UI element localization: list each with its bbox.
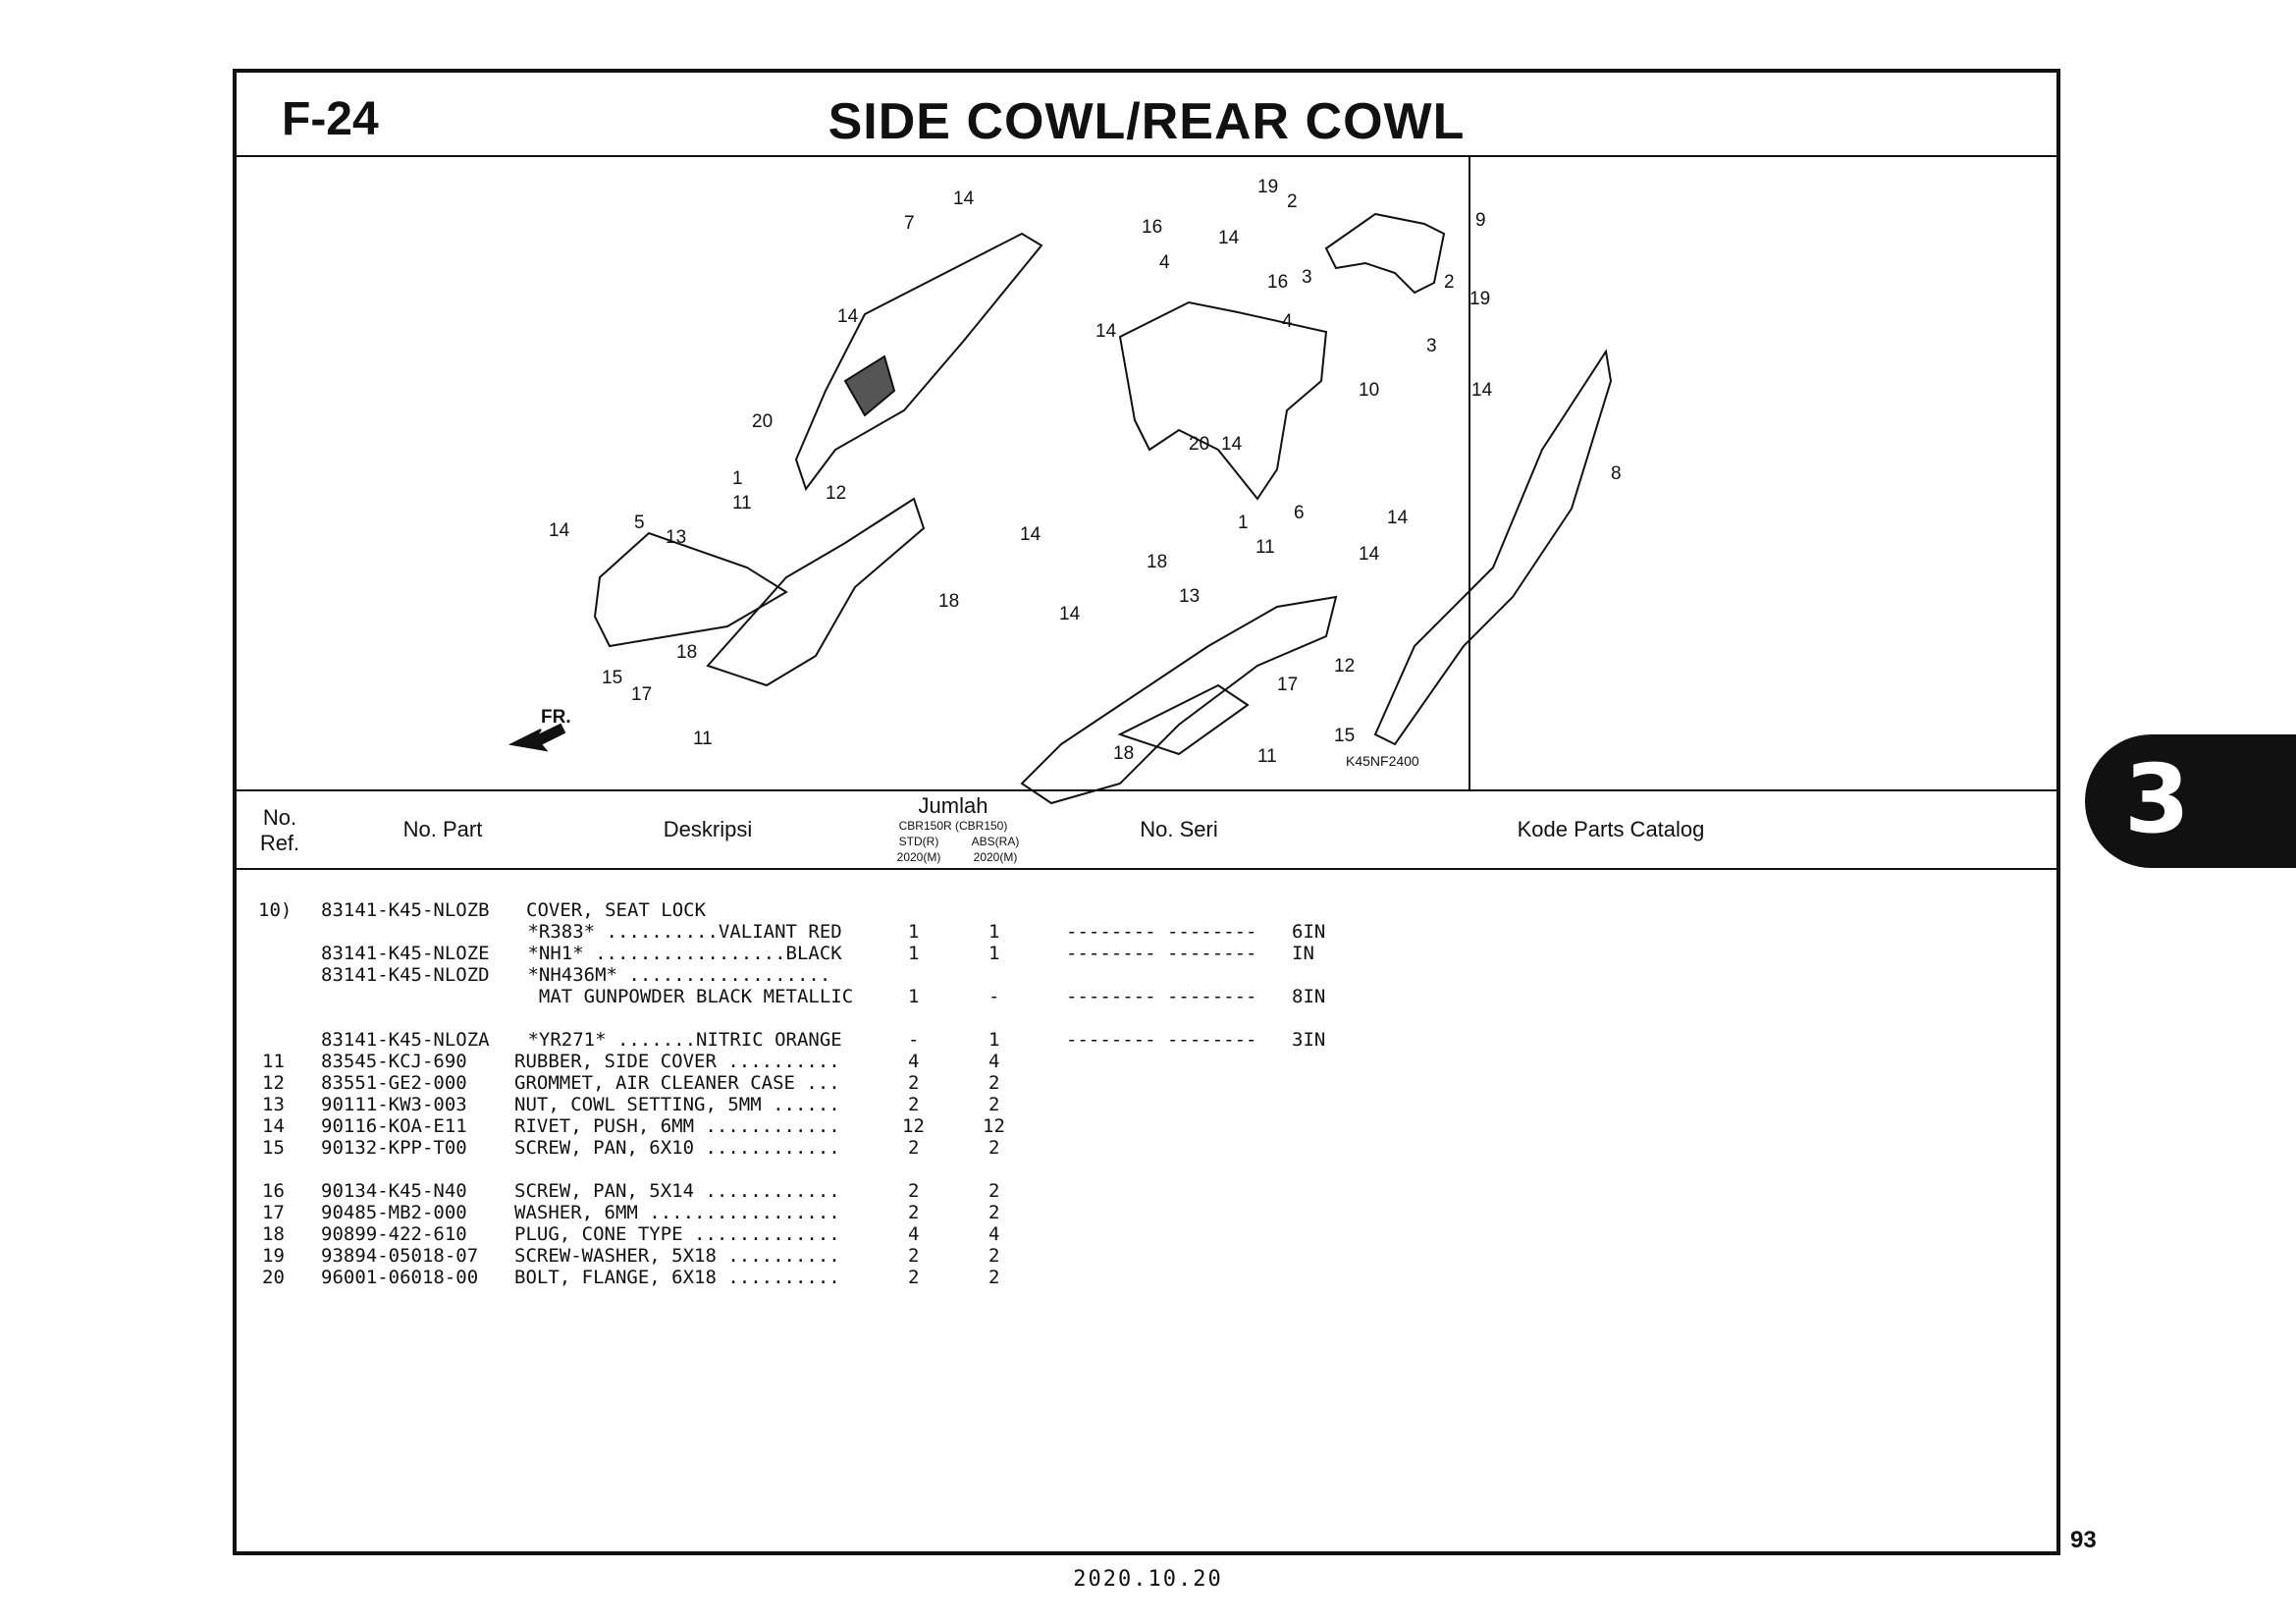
table-row: 10) 83141-K45-NLOZB COVER, SEAT LOCK bbox=[258, 899, 707, 921]
table-row: 16 90134-K45-N40 SCREW, PAN, 5X14 ............ 2 2 bbox=[262, 1180, 1000, 1202]
table-row: 14 90116-KOA-E11 RIVET, PUSH, 6MM ............ 12 12 bbox=[262, 1115, 1005, 1137]
column-headers bbox=[237, 789, 2056, 870]
part-6-shape bbox=[1022, 597, 1336, 803]
col-model: CBR150R (CBR150) bbox=[898, 819, 1008, 833]
callout: 20 bbox=[1189, 434, 1210, 455]
callout: 2 bbox=[1287, 191, 1298, 212]
col-kode: Kode Parts Catalog bbox=[1517, 817, 1705, 841]
table-row: 19 93894-05018-07 SCREW-WASHER, 5X18 .......... 2 2 bbox=[262, 1245, 1000, 1267]
callout: 16 bbox=[1142, 217, 1163, 238]
page-header bbox=[237, 73, 2056, 157]
col-year-abs: 2020(M) bbox=[973, 850, 1018, 864]
callout: 18 bbox=[938, 591, 960, 612]
col-jumlah: Jumlah bbox=[918, 793, 988, 818]
callout: 4 bbox=[1159, 252, 1170, 273]
col-no-ref-1: No. bbox=[262, 805, 297, 830]
section-tab bbox=[2085, 734, 2296, 868]
table-row: 11 83545-KCJ-690 RUBBER, SIDE COVER .......... 4 4 bbox=[262, 1051, 1000, 1072]
callout: 17 bbox=[631, 684, 653, 705]
exploded-diagram bbox=[237, 155, 1622, 789]
front-label: FR. bbox=[541, 707, 571, 728]
table-row: 13 90111-KW3-003 NUT, COWL SETTING, 5MM ...... 2 2 bbox=[262, 1094, 1000, 1115]
diagram-drawing bbox=[237, 155, 1622, 789]
callout: 19 bbox=[1469, 289, 1491, 309]
page-number: 93 bbox=[2070, 1527, 2097, 1553]
table-row: 83141-K45-NLOZE *NH1* .................BLACK 1 1 -------- -------- IN bbox=[321, 943, 1314, 964]
table-row: *R383* ..........VALIANT RED 1 1 -------- -------- 6IN bbox=[516, 921, 1326, 943]
callout: 12 bbox=[1334, 656, 1356, 677]
callout: 14 bbox=[953, 189, 975, 209]
print-date: 2020.10.20 bbox=[1073, 1567, 1223, 1592]
callout: 14 bbox=[1095, 321, 1117, 342]
callout: 14 bbox=[837, 306, 859, 327]
callout: 7 bbox=[904, 213, 915, 234]
part-8-shape bbox=[1375, 352, 1611, 744]
col-no-seri: No. Seri bbox=[1140, 817, 1218, 841]
section-number: 3 bbox=[2124, 744, 2190, 854]
col-no-part: No. Part bbox=[402, 817, 483, 841]
callout: 1 bbox=[732, 468, 743, 489]
table-row: 18 90899-422-610 PLUG, CONE TYPE ............. 4 4 bbox=[262, 1223, 1000, 1245]
table-row: 83141-K45-NLOZA *YR271* .......NITRIC ORANGE - 1 -------- -------- 3IN bbox=[321, 1029, 1326, 1051]
part-7-shape bbox=[796, 234, 1041, 489]
callout: 11 bbox=[1255, 537, 1275, 558]
callout: 12 bbox=[826, 483, 847, 504]
callout: 19 bbox=[1257, 177, 1279, 197]
callout: 11 bbox=[1257, 746, 1277, 767]
catalog-frame bbox=[233, 69, 2060, 1555]
callout: 14 bbox=[1221, 434, 1243, 455]
table-row: 12 83551-GE2-000 GROMMET, AIR CLEANER CASE ... 2 2 bbox=[262, 1072, 1000, 1094]
col-abs: ABS(RA) bbox=[971, 835, 1020, 848]
col-no-ref-2: Ref. bbox=[259, 831, 300, 855]
callout: 11 bbox=[732, 493, 752, 514]
callout-labels bbox=[541, 177, 1622, 769]
callout: 14 bbox=[549, 520, 570, 541]
callout: 14 bbox=[1359, 544, 1380, 565]
callout: 8 bbox=[1611, 463, 1622, 484]
callout: 3 bbox=[1426, 336, 1437, 356]
callout: 18 bbox=[1113, 743, 1135, 764]
part-10-shape bbox=[1120, 302, 1326, 499]
callout: 14 bbox=[1387, 508, 1409, 528]
part-7-vent bbox=[845, 356, 894, 415]
callout: 13 bbox=[666, 527, 687, 548]
figure-code: F-24 bbox=[282, 93, 379, 145]
part-5-shape bbox=[595, 533, 786, 646]
callout: 14 bbox=[1218, 228, 1240, 248]
callout: 18 bbox=[1147, 552, 1168, 572]
col-year-std: 2020(M) bbox=[896, 850, 941, 864]
part-9-shape bbox=[1326, 214, 1444, 293]
front-arrow bbox=[511, 725, 564, 750]
callout: 16 bbox=[1267, 272, 1289, 293]
callout: 11 bbox=[693, 729, 713, 749]
table-row: 15 90132-KPP-T00 SCREW, PAN, 6X10 ............ 2 2 bbox=[262, 1137, 1000, 1159]
callout: 20 bbox=[752, 411, 774, 432]
callout: 17 bbox=[1277, 675, 1299, 695]
callout: 1 bbox=[1238, 513, 1249, 533]
callout: 14 bbox=[1020, 524, 1041, 545]
callout: 14 bbox=[1059, 604, 1081, 624]
table-row: 83141-K45-NLOZD *NH436M* .................. bbox=[321, 964, 831, 986]
table-row: MAT GUNPOWDER BLACK METALLIC 1 - -------- -------- 8IN bbox=[516, 986, 1326, 1007]
callout: 14 bbox=[1471, 380, 1493, 401]
col-std: STD(R) bbox=[898, 835, 939, 848]
callout: 13 bbox=[1179, 586, 1201, 607]
page-title: SIDE COWL/REAR COWL bbox=[828, 93, 1466, 150]
table-row: 20 96001-06018-00 BOLT, FLANGE, 6X18 .......... 2 2 bbox=[262, 1267, 1000, 1288]
callout: 4 bbox=[1282, 311, 1293, 332]
callout: 6 bbox=[1294, 503, 1305, 523]
callout: 15 bbox=[1334, 726, 1356, 746]
callout: 3 bbox=[1302, 267, 1312, 288]
diagram-code: K45NF2400 bbox=[1346, 753, 1419, 769]
callout: 9 bbox=[1475, 210, 1486, 231]
callout: 18 bbox=[676, 642, 698, 663]
col-deskripsi: Deskripsi bbox=[663, 817, 753, 841]
table-row: 17 90485-MB2-000 WASHER, 6MM ................. 2 2 bbox=[262, 1202, 1000, 1223]
part-left-side-cowl bbox=[708, 499, 924, 685]
callout: 5 bbox=[634, 513, 645, 533]
callout: 10 bbox=[1359, 380, 1380, 401]
callout: 15 bbox=[602, 668, 623, 688]
callout: 2 bbox=[1444, 272, 1455, 293]
